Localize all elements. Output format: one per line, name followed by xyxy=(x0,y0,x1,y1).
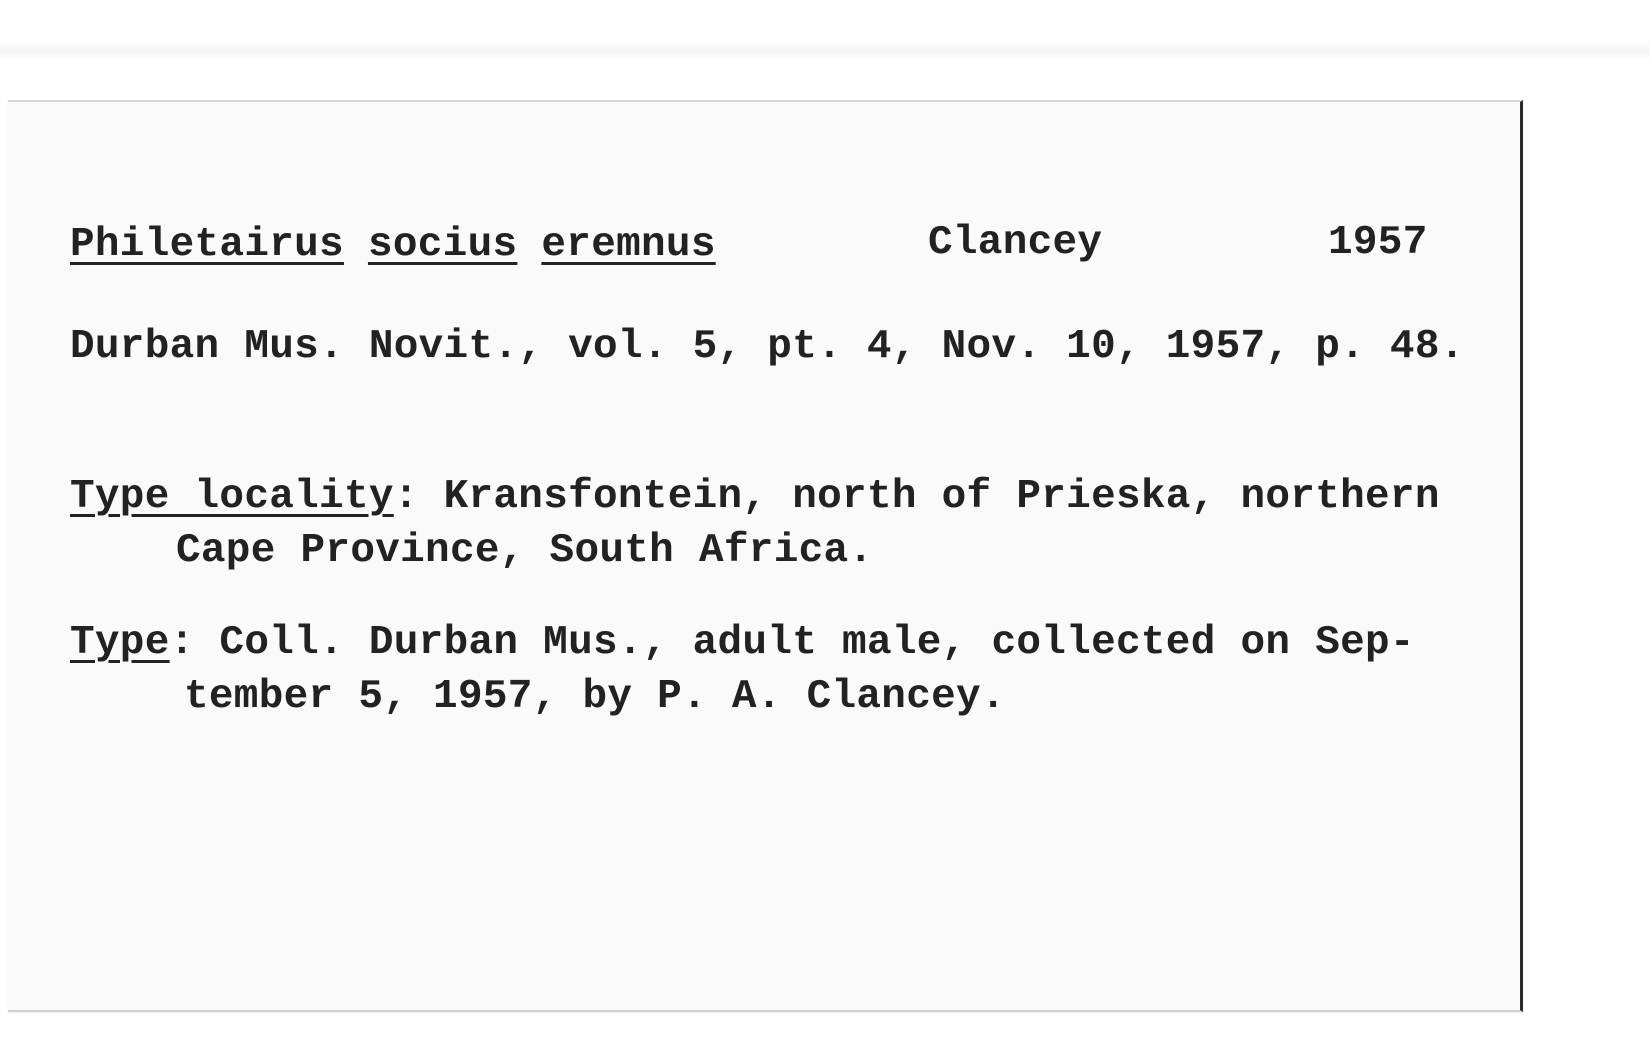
type-locality-line-1 xyxy=(70,474,1440,520)
species-name: socius xyxy=(367,222,518,268)
citation-line: Durban Mus. Novit., vol. 5, pt. 4, Nov. 10, 1957, p. 48. xyxy=(70,324,1465,370)
type-line-2: tember 5, 1957, by P. A. Clancey. xyxy=(184,674,1006,720)
type-locality-label: Type locality xyxy=(70,474,394,520)
genus-name: Philetairus xyxy=(70,222,344,268)
type-label: Type xyxy=(70,620,170,666)
subspecies-name: eremnus xyxy=(541,222,716,268)
type-locality-separator: : xyxy=(393,474,419,520)
index-card xyxy=(8,100,1523,1012)
type-text-1: Coll. Durban Mus., adult male, collected on Sep- xyxy=(194,620,1415,666)
type-line-1 xyxy=(70,620,1415,666)
author-name: Clancey xyxy=(928,220,1103,266)
publication-year: 1957 xyxy=(1328,220,1428,266)
type-locality-line-2: Cape Province, South Africa. xyxy=(176,528,874,574)
type-separator: : xyxy=(169,620,195,666)
taxon-name xyxy=(70,222,716,268)
scan-edge xyxy=(0,40,1650,60)
type-locality-text-1: Kransfontein, north of Prieska, northern xyxy=(418,474,1440,520)
